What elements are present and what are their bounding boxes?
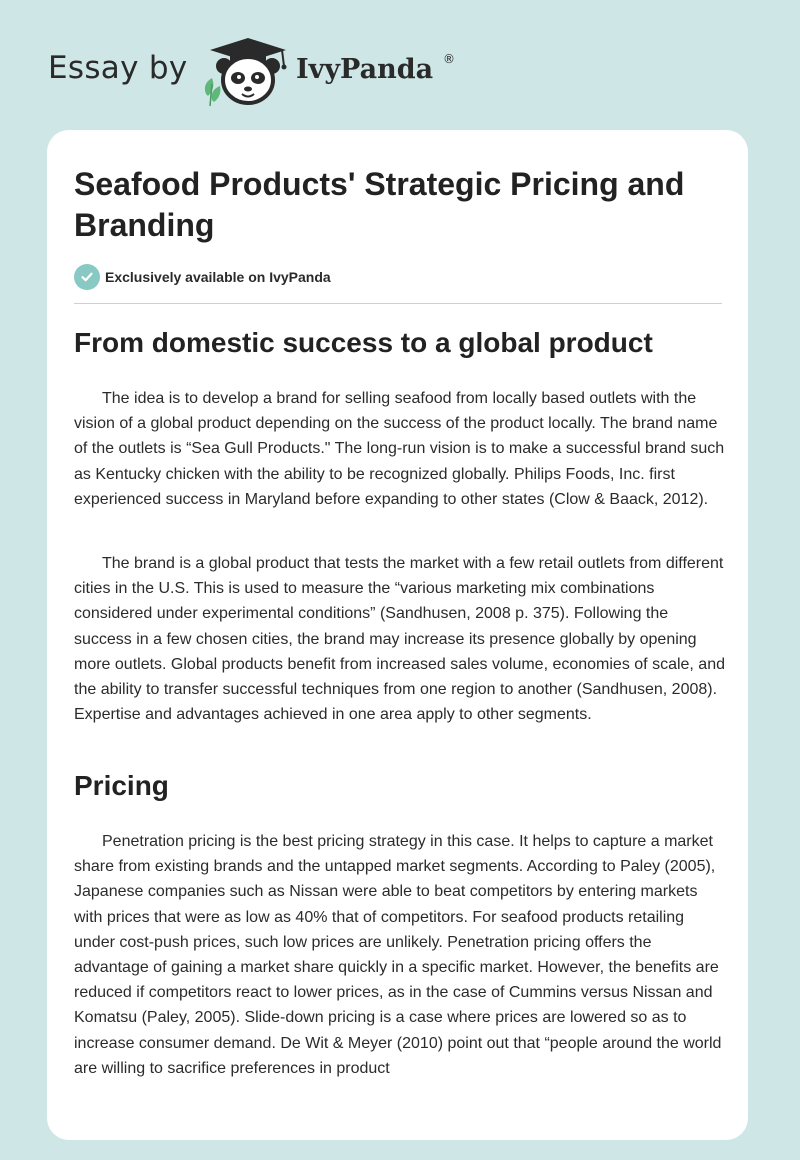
section-heading: Pricing <box>74 770 169 801</box>
check-circle-icon <box>74 264 100 290</box>
essay-title: Seafood Products' Strategic Pricing and Branding <box>74 166 685 243</box>
brand-name[interactable]: IvyPanda <box>296 54 434 85</box>
paragraph: The brand is a global product that tests the market with a few retail outlets from different cities in the U.S. This is used to measure the “various marketing mix combinations considered under experimental conditions” (Sandhusen, 2008 p. 375). Following the success in a few chosen cities, the brand may increase its presence globally by opening more outlets. Global products benefit from increased sales volume, economies of scale, and the ability to transfer successful techniques from one region to another (Sandhusen, 2008). Expertise and advantages achieved in one area apply to other segments. <box>74 555 725 724</box>
exclusive-badge <box>74 264 331 290</box>
essay-card <box>47 130 748 1140</box>
essay-by-label: Essay by <box>48 50 188 86</box>
site-header <box>0 0 800 130</box>
registered-mark: ® <box>443 52 455 66</box>
divider <box>74 303 722 304</box>
panda-graduate-icon[interactable] <box>200 36 296 108</box>
section-heading: From domestic success to a global product <box>74 327 653 358</box>
badge-label: Exclusively available on IvyPanda <box>105 269 331 285</box>
paragraph: Penetration pricing is the best pricing strategy in this case. It helps to capture a market share from existing brands and the untapped market segments. According to Paley (2005), Japanese companies such as Nissan were able to beat competitors by entering markets with prices that were as low as 40% that of competitors. For seafood products retailing under cost-push prices, such low prices are unlikely. Penetration pricing offers the advantage of gaining a market share quickly in a specific market. However, the benefits are reduced if competitors react to lower prices, as in the case of Cummins versus Nissan and Komatsu (Paley, 2005). Slide-down pricing is a case where prices are lowered so as to increase consumer demand. De Wit & Meyer (2010) point out that “people around the world are willing to sacrifice preferences in product <box>74 833 722 1077</box>
paragraph: The idea is to develop a brand for selling seafood from locally based outlets with the vision of a global product depending on the success of the product locally. The brand name of the outlets is “Sea Gull Products." The long-run vision is to make a successful brand such as Kentucky chicken with the ability to be recognized globally. Philips Foods, Inc. first experienced success in Maryland before expanding to other states (Clow & Baack, 2012). <box>74 390 725 508</box>
